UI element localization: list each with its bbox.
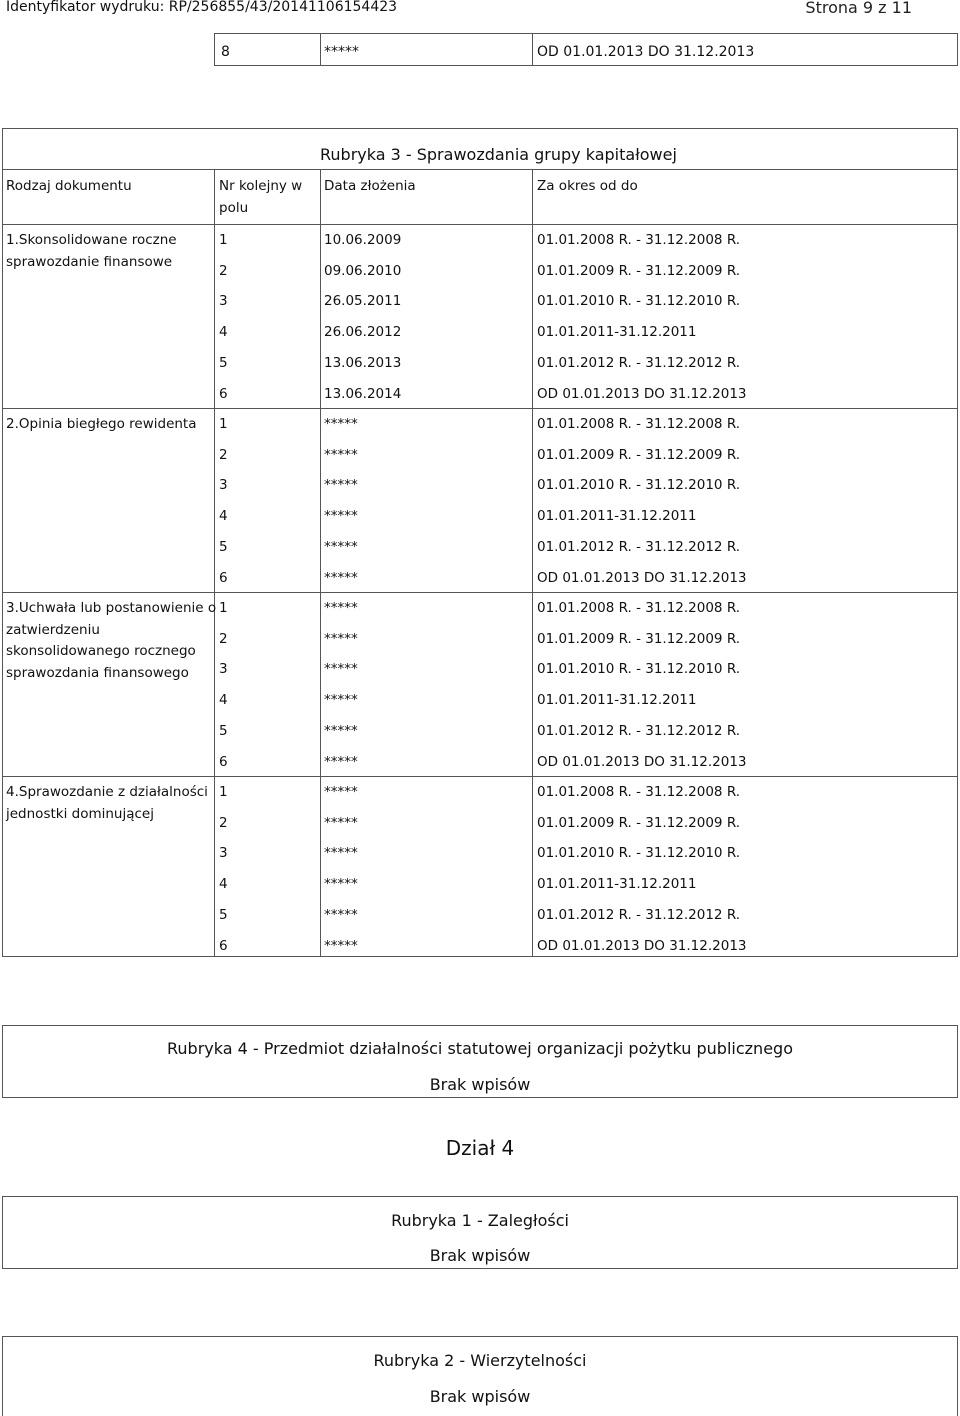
row-period: 01.01.2010 R. - 31.12.2010 R. — [537, 661, 741, 678]
group-label: 3.Uchwała lub postanowienie o — [6, 600, 217, 616]
row-date: ***** — [324, 538, 358, 555]
group-label: jednostki dominującej — [6, 805, 154, 822]
row-period: OD 01.01.2013 DO 31.12.2013 — [537, 753, 747, 770]
row-nr: 5 — [219, 906, 228, 923]
group-label: sprawozdania finansowego — [6, 664, 189, 681]
continuation-nr: 8 — [221, 44, 230, 60]
row-nr: 5 — [219, 538, 228, 555]
row-period: 01.01.2009 R. - 31.12.2009 R. — [537, 262, 741, 279]
continuation-date: ***** — [324, 44, 359, 60]
dzial-4-rubryka-1-empty: Brak wpisów — [429, 1246, 531, 1265]
group-divider — [2, 408, 958, 409]
row-period: 01.01.2011-31.12.2011 — [537, 508, 697, 525]
row-nr: 2 — [219, 262, 228, 279]
header-date: Data złożenia — [324, 178, 416, 194]
row-period: 01.01.2010 R. - 31.12.2010 R. — [537, 845, 741, 862]
row-nr: 1 — [219, 600, 228, 616]
row-nr: 6 — [219, 569, 228, 586]
row-date: ***** — [324, 692, 358, 709]
row-period: 01.01.2010 R. - 31.12.2010 R. — [537, 293, 741, 310]
header-period: Za okres od do — [537, 178, 638, 194]
row-date: ***** — [324, 600, 358, 616]
row-period: 01.01.2009 R. - 31.12.2009 R. — [537, 814, 741, 831]
row-date: ***** — [324, 906, 358, 923]
row-nr: 3 — [219, 293, 228, 310]
row-date: ***** — [324, 630, 358, 647]
header-nr-line1: Nr kolejny w — [219, 178, 303, 194]
row-date: 26.06.2012 — [324, 324, 402, 341]
row-nr: 3 — [219, 845, 228, 862]
row-period: OD 01.01.2013 DO 31.12.2013 — [537, 385, 747, 402]
row-nr: 6 — [219, 385, 228, 402]
row-period: OD 01.01.2013 DO 31.12.2013 — [537, 937, 747, 954]
title-divider — [2, 169, 958, 170]
group-label: sprawozdanie finansowe — [6, 253, 173, 270]
row-date: ***** — [324, 446, 358, 463]
row-nr: 4 — [219, 324, 228, 341]
group-label: skonsolidowanego rocznego — [6, 643, 196, 659]
row-nr: 2 — [219, 446, 228, 463]
row-date: 13.06.2014 — [324, 385, 402, 402]
row-date: ***** — [324, 416, 358, 432]
row-period: 01.01.2008 R. - 31.12.2008 R. — [537, 416, 741, 432]
row-date: ***** — [324, 508, 358, 525]
group-label: zatwierdzeniu — [6, 621, 100, 638]
print-identifier: Identyfikator wydruku: RP/256855/43/20141106154423 — [6, 0, 398, 15]
row-period: 01.01.2012 R. - 31.12.2012 R. — [537, 538, 741, 555]
row-date: 13.06.2013 — [324, 354, 402, 371]
row-period: 01.01.2008 R. - 31.12.2008 R. — [537, 600, 741, 616]
rubryka-3-frame — [2, 128, 958, 957]
row-period: 01.01.2011-31.12.2011 — [537, 324, 697, 341]
row-nr: 6 — [219, 937, 228, 954]
dzial-4-rubryka-1-title: Rubryka 1 - Zaległości — [391, 1211, 569, 1230]
row-date: 10.06.2009 — [324, 232, 402, 248]
dzial-4-heading: Dział 4 — [445, 1136, 515, 1160]
header-doc-type: Rodzaj dokumentu — [6, 178, 132, 194]
row-date: ***** — [324, 661, 358, 678]
header-divider — [2, 224, 958, 225]
row-date: ***** — [324, 784, 358, 800]
group-label: 4.Sprawozdanie z działalności — [6, 784, 208, 800]
row-period: 01.01.2008 R. - 31.12.2008 R. — [537, 784, 741, 800]
group-divider — [2, 592, 958, 593]
row-period: 01.01.2011-31.12.2011 — [537, 692, 697, 709]
row-nr: 1 — [219, 232, 228, 248]
row-nr: 3 — [219, 661, 228, 678]
dzial-4-rubryka-2-empty: Brak wpisów — [429, 1387, 531, 1406]
rubryka-4-title: Rubryka 4 - Przedmiot działalności statutowej organizacji pożytku publicznego — [167, 1039, 793, 1058]
row-period: OD 01.01.2013 DO 31.12.2013 — [537, 569, 747, 586]
row-date: ***** — [324, 876, 358, 893]
row-date: ***** — [324, 722, 358, 739]
header-nr-line2: polu — [219, 200, 249, 216]
group-divider — [2, 776, 958, 777]
row-period: 01.01.2012 R. - 31.12.2012 R. — [537, 722, 741, 739]
row-nr: 1 — [219, 784, 228, 800]
row-nr: 5 — [219, 722, 228, 739]
row-nr: 3 — [219, 477, 228, 494]
row-nr: 2 — [219, 630, 228, 647]
row-period: 01.01.2009 R. - 31.12.2009 R. — [537, 446, 741, 463]
row-date: ***** — [324, 569, 358, 586]
page-number: Strona 9 z 11 — [805, 0, 912, 17]
group-label: 2.Opinia biegłego rewidenta — [6, 416, 197, 432]
row-period: 01.01.2012 R. - 31.12.2012 R. — [537, 354, 741, 371]
row-nr: 6 — [219, 753, 228, 770]
row-period: 01.01.2012 R. - 31.12.2012 R. — [537, 906, 741, 923]
row-period: 01.01.2009 R. - 31.12.2009 R. — [537, 630, 741, 647]
rubryka-4-empty: Brak wpisów — [429, 1075, 531, 1094]
row-date: ***** — [324, 845, 358, 862]
row-nr: 4 — [219, 692, 228, 709]
row-date: ***** — [324, 753, 358, 770]
row-date: ***** — [324, 814, 358, 831]
row-nr: 1 — [219, 416, 228, 432]
row-nr: 4 — [219, 876, 228, 893]
group-label: 1.Skonsolidowane roczne — [6, 232, 177, 248]
row-date: ***** — [324, 937, 358, 954]
dzial-4-rubryka-2-title: Rubryka 2 - Wierzytelności — [373, 1351, 587, 1370]
row-date: ***** — [324, 477, 358, 494]
row-period: 01.01.2008 R. - 31.12.2008 R. — [537, 232, 741, 248]
row-date: 26.05.2011 — [324, 293, 402, 310]
row-nr: 4 — [219, 508, 228, 525]
row-period: 01.01.2010 R. - 31.12.2010 R. — [537, 477, 741, 494]
row-date: 09.06.2010 — [324, 262, 402, 279]
continuation-period: OD 01.01.2013 DO 31.12.2013 — [537, 44, 755, 60]
row-period: 01.01.2011-31.12.2011 — [537, 876, 697, 893]
rubryka-3-title: Rubryka 3 - Sprawozdania grupy kapitałowej — [320, 145, 677, 164]
row-nr: 2 — [219, 814, 228, 831]
row-nr: 5 — [219, 354, 228, 371]
